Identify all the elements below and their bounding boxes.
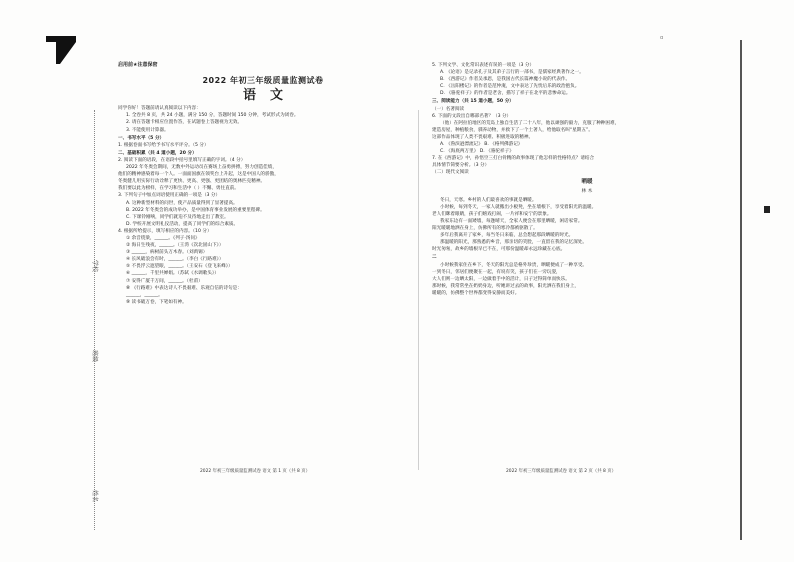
right-page [432, 62, 742, 297]
fill-line: ⑨ 读书破万卷，下笔如有神。 [126, 299, 187, 305]
essay-line: 暖暖的，仿佛整个世界都变得安静而美好。 [432, 290, 520, 296]
option-line: C. 《海底两万里》 D. 《骆驼祥子》 [440, 149, 514, 155]
essay-line: 多年后我离开了家乡，每当冬日来临，总会想起那段晒暖的时光。 [440, 233, 574, 239]
option-line: C. 《岳阳楼记》的作者是范仲淹，文中表达了先忧后乐的政治抱负。 [440, 84, 580, 90]
top-right-mark: ɑ [660, 35, 664, 41]
fill-line: ⑥ ______，千里共婵娟。（苏轼《水调歌头》） [126, 271, 219, 277]
confidential-badge: 启用前★注意保密 [118, 62, 158, 68]
binding-label-2: 班级 [91, 350, 98, 363]
option-line: A. 《论语》是记录孔子及其弟子言行的一部书，是儒家经典著作之一。 [440, 70, 584, 76]
question-line: 2. 阅读下面的语段，在语段中括号里填写正确的字词。（4 分） [118, 157, 246, 163]
fill-line: ① 余音绕梁，______。《列子·汤问》 [126, 235, 200, 241]
passage-line: 我们要以此为榜样，在学习和生活中（ ）不懈、勇往直前。 [118, 186, 239, 192]
question-line: 5. 下列文学、文化常识表述有误的一项是（3 分） [432, 63, 535, 68]
essay-line: 那温暖的阳光，那熟悉的乡音，那亲切的笑脸，一直留在我的记忆深处。 [440, 240, 588, 246]
notice-line: 1. 全卷共 8 页，共 24 小题，满分 150 分，答题时间 150 分钟，考试形式为闭卷。 [126, 113, 299, 119]
essay-line: 阳光暖暖地洒在身上，仿佛所有的寒冷都被驱散了。 [432, 226, 538, 232]
passage-line: 2022 年冬奥会期间，无数中外运动员在赛场上奋勇拼搏，努力创造佳绩， [126, 165, 277, 171]
option-line: B. 《西游记》作者吴承恩，是我国古代长篇神魔小说的代表作。 [440, 77, 571, 83]
notice-line: 3. 不能使用计算器。 [126, 127, 169, 133]
passage-line: 这部作品体现了人类不畏艰难、积极进取的精神。 [432, 134, 534, 140]
section-heading: 二、基础积累（共 4 道小题，20 分） [118, 150, 197, 156]
side-tab-mark [764, 206, 770, 213]
fill-line: ⑤ 不畏浮云遮望眼，______。（王安石《登飞来峰》） [126, 264, 233, 270]
question-line: 7. 在《西游记》中，孙悟空三打白骨精的故事体现了他怎样的性格特点？请结合 [432, 156, 595, 162]
fill-line: ⑧ 《行路难》中表达诗人不畏艰难、乐观自信的诗句是： [126, 285, 242, 291]
question-line: 1. 根据卷面书写给予书写水平评分。（5 分） [118, 142, 209, 148]
passage-line: 建造房屋，种植粮食，驯养动物，并救下了一个土著人，给他取名叫“星期五”。 [432, 127, 593, 133]
essay-line: 老人们眯着眼睛，孩子们嬉戏打闹，一片祥和安宁的景象。 [432, 211, 552, 217]
essay-line: 一到冬日，邻居们便聚在一起，有说有笑，孩子们在一旁玩耍， [432, 269, 561, 275]
section-heading: 一、书写水平（5 分） [118, 135, 165, 141]
question-line: 3. 下列句子中加点词语使用正确的一项是（3 分） [118, 193, 221, 199]
essay-line: 时光匆匆，故乡的墙根早已不在，可那份温暖却永远珍藏在心底。 [432, 247, 566, 253]
question-line: 6. 下面的文段出自哪部名著？（3 分） [432, 113, 512, 119]
binding-dotted-line [94, 110, 96, 530]
subject-title: 语文 [242, 88, 297, 104]
option-line: A. 《鲁滨逊漂流记》 B. 《格列佛游记》 [440, 142, 523, 148]
essay-line: 我家东边有一面矮墙，每逢晴天，全家人便会在那里晒暖，闲话家常。 [440, 218, 583, 224]
fill-line: ⑦ 安得广厦千万间，______。（杜甫） [126, 278, 203, 284]
essay-line: 小时候我家住在乡下，冬天的阳光总是格外珍贵，晒暖便成了一种享受。 [440, 262, 588, 268]
fill-line: ______，______。 [126, 292, 163, 298]
exam-title: 2022 年初三年级质量监测试卷 [202, 76, 324, 86]
fill-line: ④ 长风破浪会有时，______。（李白《行路难》） [126, 257, 224, 263]
binding-label-3: 姓名 [91, 490, 98, 503]
left-page [118, 62, 408, 306]
question-line: 4. 根据所给提示，填写相应的内容。（10 分） [118, 228, 212, 234]
notice-heading: 同学你好！答题前请认真阅读以下内容： [118, 106, 201, 112]
option-line: B. 2022 年冬奥会的成功举办，是中国体育事业发展的重要里程碑。 [126, 207, 265, 213]
essay-line: 小时候，每到冬天，一家人就搬出小板凳，坐在墙根下，享受着阳光的温暖。 [440, 204, 597, 210]
binding-label-1: 学校 [91, 260, 98, 273]
binding-margin [86, 110, 106, 530]
essay-title: 晒暖 [581, 178, 593, 185]
question-line: 具体情节简要分析。（3 分） [432, 163, 490, 169]
option-line: A. 这种新型材料的问世，使产品质量得到了显著提高。 [126, 200, 238, 206]
passage-line: （他）在阿拉伯地区的荒岛上独自生活了二十八年，他以顽强的毅力，克服了种种困难， [440, 120, 620, 126]
subsection-heading: （二）现代文阅读 [432, 170, 469, 176]
essay-line: 冬日，天寒。乡村的人们最喜欢的事就是晒暖。 [440, 197, 537, 203]
page-divider [418, 110, 419, 470]
corner-registration-mark [46, 36, 76, 64]
essay-line: 大人们则一边晒太阳，一边做着手中的活计，日子过得简单而快乐。 [432, 276, 570, 282]
essay-part-mark: 二 [432, 255, 437, 261]
notice-line: 2. 请在答题卡相应位置作答，在试题卷上答题视为无效。 [126, 120, 243, 126]
fill-line: ③ ______，病树前头万木春。（刘禹锡） [126, 250, 208, 256]
option-line: D. 《骆驼祥子》的作者是老舍，描写了祥子在北平的悲惨命运。 [440, 91, 571, 97]
option-line: D. 学校开展文明礼仪活动，提高了同学们的综合素质。 [126, 221, 239, 227]
left-page-footer: 2022 年初三年级质量监测试卷 语文 第 1 页（共 8 页） [200, 469, 310, 474]
passage-line: 冬奥健儿用实际行动诠释了更快、更高、更强、更团结的奥林匹克精神。 [118, 179, 266, 185]
fill-line: ② 海日生残夜，______。（王湾《次北固山下》） [126, 243, 224, 249]
right-page-footer: 2022 年初三年级质量监测试卷 语文 第 2 页（共 8 页） [506, 469, 616, 474]
essay-author: 林 木 [581, 188, 593, 194]
essay-line: 那时候，我常常坐在奶奶身边，听她讲过去的故事，阳光洒在我们身上， [432, 283, 580, 289]
section-heading: 三、阅读能力（共 15 道小题，50 分） [432, 99, 514, 105]
passage-line: 他们的精神感染着每一个人。一面面国旗在领奖台上升起，这是中国人的骄傲， [118, 172, 279, 178]
option-line: C. 下课铃刚响，同学们就迫不及待地走出了教室。 [126, 214, 229, 220]
subsection-heading: （一）名著阅读 [432, 106, 465, 112]
